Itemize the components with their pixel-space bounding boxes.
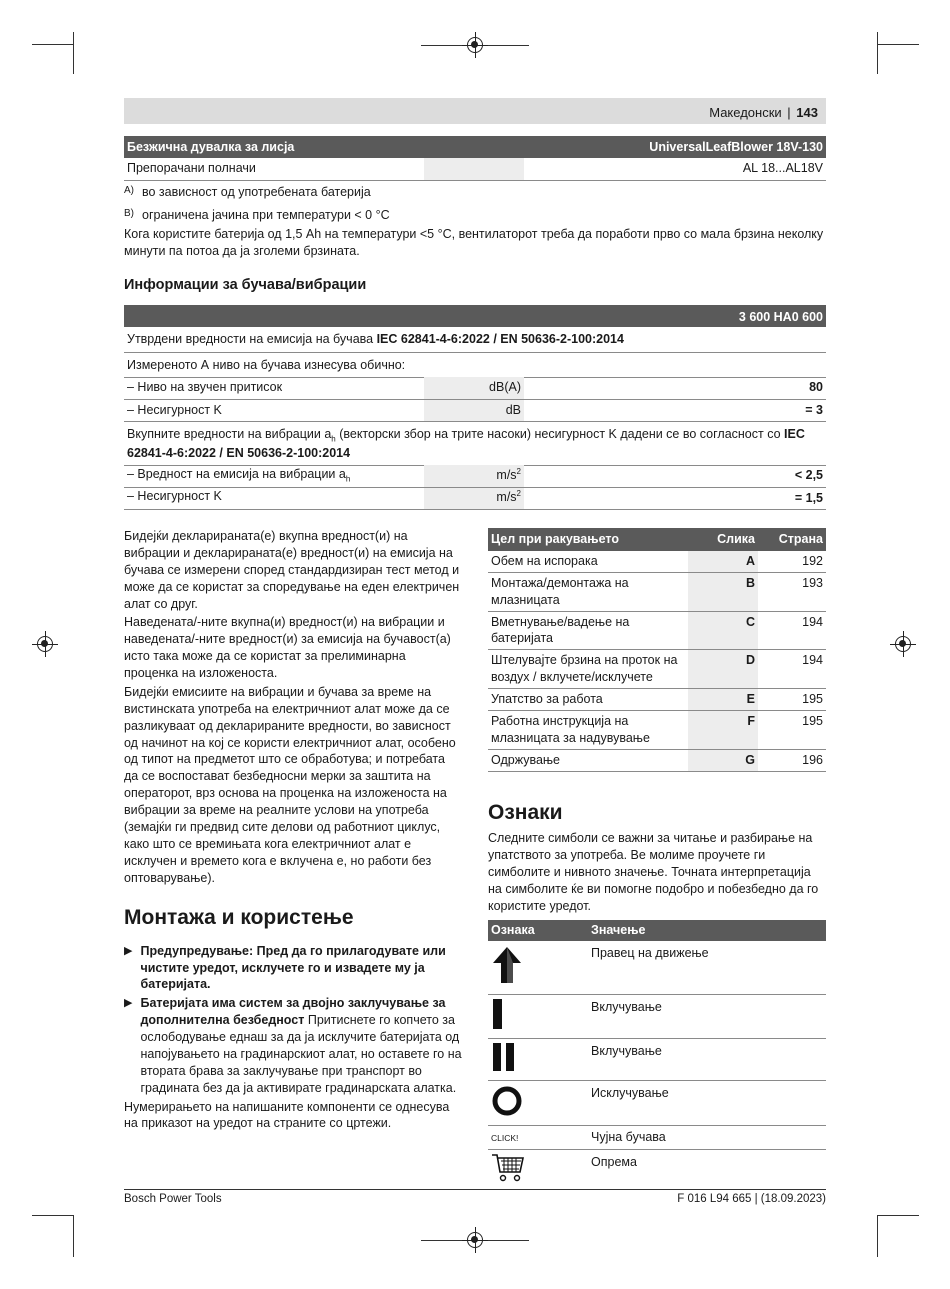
speed-2-icon (491, 1043, 517, 1071)
registration-mark-icon (37, 636, 53, 652)
vibration-subscript: h (331, 434, 336, 444)
symbol-cell (488, 941, 588, 994)
vibration-standard: IEC 62841-4-6:2022 / EN 50636-2-100:2014 (127, 427, 805, 461)
noise-article-bar (124, 305, 826, 327)
a-level-intro: Измереното А ниво на бучава изнесува обично: (124, 357, 826, 378)
crop-mark (877, 32, 878, 74)
vib-row-unit: $m/s^2$ (424, 487, 524, 509)
fig-cell: G (688, 749, 758, 771)
page-cell: 196 (802, 752, 823, 767)
registration-mark-icon (895, 636, 911, 652)
task-cell: Штелувајте брзина на проток на воздух / вклучете/исклучете (491, 653, 678, 685)
task-cell: Одржување (491, 752, 561, 767)
fig-cell: D (688, 650, 758, 689)
symbol-cell (488, 994, 588, 1038)
spec-row-value: AL 18...AL18V (742, 161, 823, 176)
meaning-header: Значење (591, 923, 646, 937)
off-circle-icon (491, 1085, 523, 1117)
crop-mark (32, 1215, 74, 1216)
registration-mark-icon (467, 1232, 483, 1248)
spec-row-label: Препорачани полначи (127, 161, 256, 176)
fig-cell: A (688, 551, 758, 572)
footnote-text: во зависност од употребената батерија (142, 185, 371, 199)
meaning-cell: Вклучување (591, 1043, 662, 1058)
closing-paragraph: Нумерирањето на напишаните компоненти се однесува на приказот на уредот на страните со цртежи. (124, 1099, 450, 1131)
fig-header: Слика (717, 532, 755, 546)
symbol-cell (488, 1126, 588, 1150)
noise-row-label: – Ниво на звучен притисок (127, 380, 283, 395)
battery-note: Кога користите батерија од 1,5 Ah на температури <5 °C, вентилаторот треба да поработи прво со мала брзина неколку минути па потоа да ја зголеми брзината. (124, 226, 824, 258)
page-cell: 195 (802, 713, 823, 728)
meaning-cell: Опрема (591, 1155, 637, 1170)
footnote-mark: B) (124, 207, 134, 219)
noise-heading: Информации за бучава/вибрации (124, 277, 367, 293)
symbol-cell (488, 1150, 588, 1190)
click-text-icon: CLICK! (491, 1133, 519, 1144)
task-cell: Работна инструкција на млазницата за надувување (491, 713, 650, 745)
article-number: 3 600 HA0 600 (738, 310, 823, 324)
bullet-arrow-icon: ▶ (124, 997, 133, 1010)
left-column (124, 528, 462, 1134)
page-header: Македонски | 143 (124, 98, 826, 124)
page-number: 143 (796, 105, 818, 120)
battery-bullet-text: Притиснете го копчето за ослободување еднаш за да ја исклучите батеријата од напојувањето на градинарскиот алат, но оставете го на втората брава за заклучување при транспорт во градината без да ја активирате градинарската алатка. (140, 1013, 462, 1095)
symbols-title: Ознаки (488, 801, 563, 824)
symbols-intro: Следните симболи се важни за читање и разбирање на упатството за употреба. Ве молиме проучете ги симболите и нивното значење. Точната интерпретација на симболите ќе ви помогне подобро и побезбедно да го користите уредот. (488, 831, 819, 913)
paragraph: Бидејќи декларираната(е) вкупна вредност(и) на вибрации и декларираната(е) вредност(и) на емисија на бучава се измерени според стандардизиран тест метод и може да се користат за споредување на еден електричен алат со друг. (124, 529, 460, 611)
noise-row-label: – Несигурност K (127, 402, 222, 417)
task-header: Цел при ракувањето (491, 532, 619, 546)
footnote-mark: A) (124, 185, 134, 196)
crop-mark (877, 44, 919, 45)
symbol-cell (488, 1080, 588, 1126)
footer-left: Bosch Power Tools (124, 1193, 222, 1205)
fig-cell: B (688, 572, 758, 611)
crop-mark (877, 1215, 919, 1216)
meaning-cell: Исклучување (591, 1085, 669, 1100)
crop-mark (73, 1215, 74, 1257)
page-cell: 192 (802, 553, 823, 568)
cart-icon (491, 1152, 525, 1182)
header-language: Македонски (709, 105, 782, 120)
meaning-cell: Правец на движење (591, 945, 709, 960)
vib-row-unit: $m/s^2$ (424, 465, 524, 487)
footnote-text: ограничена јачина при температури < 0 °C (142, 207, 390, 222)
emission-line (124, 331, 826, 353)
meaning-cell: Чујна бучава (591, 1130, 666, 1145)
registration-mark-icon (467, 37, 483, 53)
battery-bullet-bold: Батеријата има систем за двојно заклучување за дополнителна безбедност (140, 996, 446, 1028)
vibration-text: (векторски збор на трите насоки) несигурност K дадени се во согласност со (335, 427, 785, 441)
bullet-arrow-icon: ▶ (124, 944, 133, 957)
speed-1-icon (491, 999, 505, 1029)
page-cell: 194 (802, 653, 823, 668)
crop-mark (877, 1215, 878, 1257)
fig-cell: F (688, 710, 758, 749)
paragraph: Бидејќи емисиите на вибрации и бучава за време на вистинската употреба на електричниот алат може да се разликуваат од декларираните вредности, во зависност од начинот на кој се користи електричниот алат, особено од типот на предметот што се обработува; и потребата да се воспостават безбедносни мерки за заштита на операторот, врз основа на проценка на изложеноста на вибрации за време на реалните услови на употреба (земајќи ги предвид сите делови од работниот циклус, како што се времињата кога електричниот алат е исклучен и времето кога е вклучена е, но работи без оптоварување). (124, 684, 456, 885)
emission-text: Утврдени вредности на емисија на бучава (127, 332, 377, 346)
spec-table-title: Безжична дувалка за лисја (127, 139, 295, 154)
noise-row-value: 80 (809, 380, 823, 395)
symbol-cell (488, 1038, 588, 1080)
task-cell: Монтажа/демонтажа на млазницата (491, 575, 629, 607)
spec-table-model: UniversalLeafBlower 18V-130 (649, 139, 823, 154)
task-table (488, 528, 826, 772)
task-cell: Обем на испорака (491, 553, 598, 568)
warning-bullet (124, 943, 462, 994)
vibration-text: Вкупните вредности на вибрации a (127, 427, 332, 441)
task-cell: Вметнување/вадење на батеријата (491, 614, 630, 646)
section-title: Монтажа и користење (124, 906, 354, 930)
vibration-intro (124, 426, 826, 466)
vib-row-label: – Вредност на емисија на вибрации $a_h$ (127, 467, 351, 484)
warning-text: Предупредување: Пред да го прилагодувате или чистите уредот, исклучете го и извадете му ја батеријата. (140, 943, 446, 992)
page-cell: 194 (802, 614, 823, 629)
vib-row-label: – Несигурност K (127, 489, 222, 504)
battery-bullet (124, 995, 462, 1096)
footnotes (124, 184, 826, 260)
fig-cell: C (688, 611, 758, 650)
page-cell: 195 (802, 692, 823, 706)
fig-cell: E (688, 689, 758, 711)
task-cell: Упатство за работа (491, 692, 603, 706)
vib-row-value: < 2,5 (794, 468, 823, 483)
page-cell: 193 (802, 575, 823, 590)
noise-row-unit: dB(A) (424, 377, 524, 399)
crop-mark (32, 44, 74, 45)
vib-row-value: = 1,5 (794, 490, 823, 505)
crop-mark (73, 32, 74, 74)
page-header-cell: Страна (778, 532, 823, 546)
spec-table (124, 136, 826, 181)
noise-row-unit: dB (424, 399, 524, 421)
footer-rule (124, 1189, 826, 1190)
spec-row-gap (424, 158, 524, 180)
footer-right: F 016 L94 665 | (18.09.2023) (677, 1193, 826, 1205)
paragraph: Наведената/-ните вкупна(и) вредност(и) на вибрации и наведената/-ните вредност(и) за емисија на бучавост(а) исто така може да се користат за прелиминарна проценка на изложеноста. (124, 615, 451, 680)
meaning-cell: Вклучување (591, 999, 662, 1014)
emission-standard: IEC 62841-4-6:2022 / EN 50636-2-100:2014 (376, 332, 624, 346)
direction-arrow-icon (491, 945, 523, 985)
noise-table (124, 377, 826, 422)
symbol-header: Ознака (491, 923, 535, 937)
vibration-table (124, 465, 826, 510)
symbols-table (488, 920, 826, 1190)
noise-row-value: = 3 (805, 402, 823, 417)
